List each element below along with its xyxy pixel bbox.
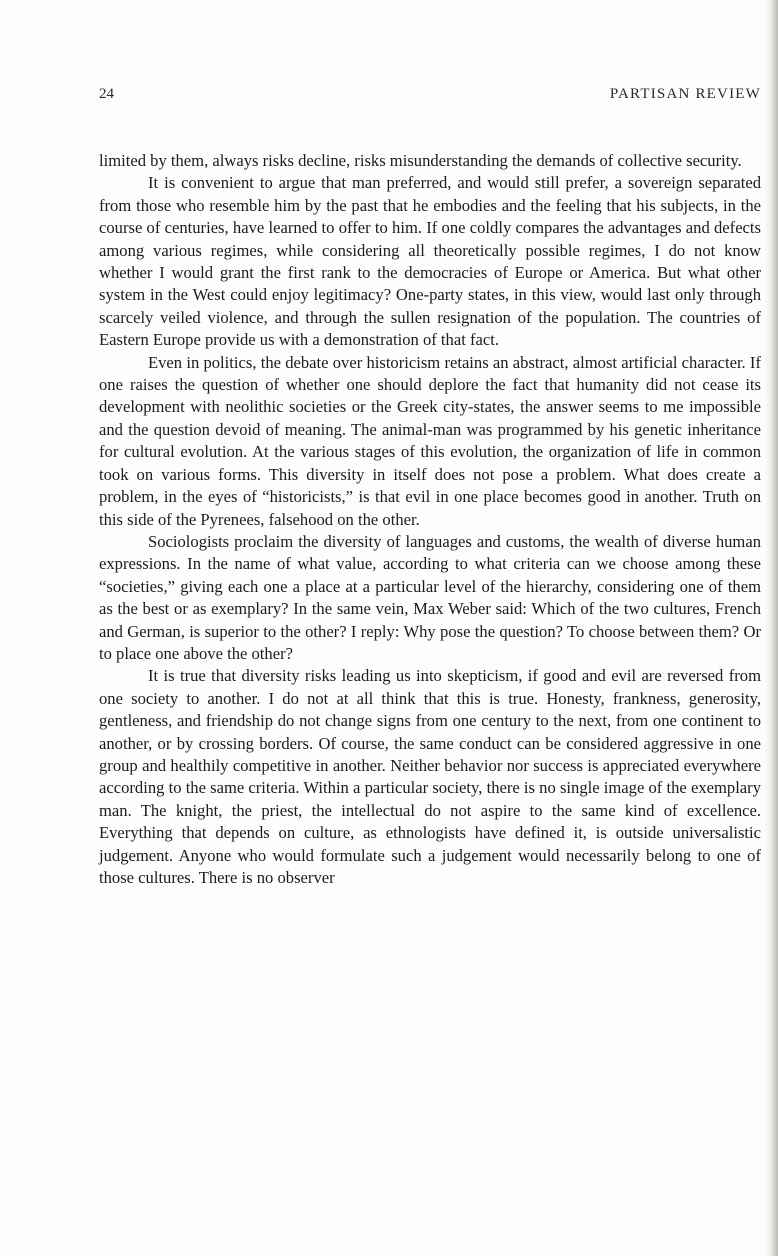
paragraph: Even in politics, the debate over historicism retains an abstract, almost artificial character. If one raises the question of whether one should deplore the fact that humanity did not cease its development with neolithic societies or the Greek city-states, the answer seems to me impossible and the question devoid of meaning. The animal-man was programmed by his genetic inheritance for cultural evolution. At the various stages of this evolution, the organization of life in common took on various forms. This diversity in itself does not pose a problem. What does create a problem, in the eyes of “historicists,” is that evil in one place becomes good in another. Truth on this side of the Pyrenees, falsehood on the other. <box>99 352 761 529</box>
paragraph: It is convenient to argue that man preferred, and would still prefer, a sovereign separated from those who resemble him by the past that he embodies and the feeling that his subjects, in the course of centuries, have learned to offer to him. If one coldly compares the advantages and defects among various regimes, while considering all theoretically possible regimes, I do not know whether I would grant the first rank to the democracies of Europe or America. But what other system in the West could enjoy legitimacy? One-party states, in this view, would last only through scarcely veiled violence, and through the sullen resignation of the population. The countries of Eastern Europe provide us with a demonstration of that fact. <box>99 173 761 350</box>
page-edge-shadow <box>764 0 778 1256</box>
paragraph: It is true that diversity risks leading us into skepticism, if good and evil are reversed from one society to another. I do not at all think that this is true. Honesty, frankness, generosity, gentleness, and friendship do not change signs from one century to the next, from one continent to another, or by crossing borders. Of course, the same conduct can be considered aggressive in one group and healthily competitive in another. Neither behavior nor success is appreciated everywhere according to the same criteria. Within a particular society, there is no single image of the exemplary man. The knight, the priest, the intellectual do not aspire to the same kind of excellence. Everything that depends on culture, as ethnologists have defined it, is outside universalistic judgement. Anyone who would formulate such a judgement would necessarily belong to one of those cultures. There is no observer <box>99 666 761 887</box>
body-text <box>99 150 761 889</box>
paragraph-continued: limited by them, always risks decline, risks misunderstanding the demands of collective security. <box>99 151 742 170</box>
paragraph: Sociologists proclaim the diversity of languages and customs, the wealth of diverse human expressions. In the name of what value, according to what criteria can we choose among these “societies,” giving each one a place at a particular level of the hierarchy, considering one of them as the best or as exemplary? In the same vein, Max Weber said: Which of the two cultures, French and German, is superior to the other? I reply: Why pose the question? To choose between them? Or to place one above the other? <box>99 531 761 663</box>
journal-title: PARTISAN REVIEW <box>609 86 761 102</box>
running-head <box>99 86 761 110</box>
page-number: 24 <box>99 86 114 102</box>
